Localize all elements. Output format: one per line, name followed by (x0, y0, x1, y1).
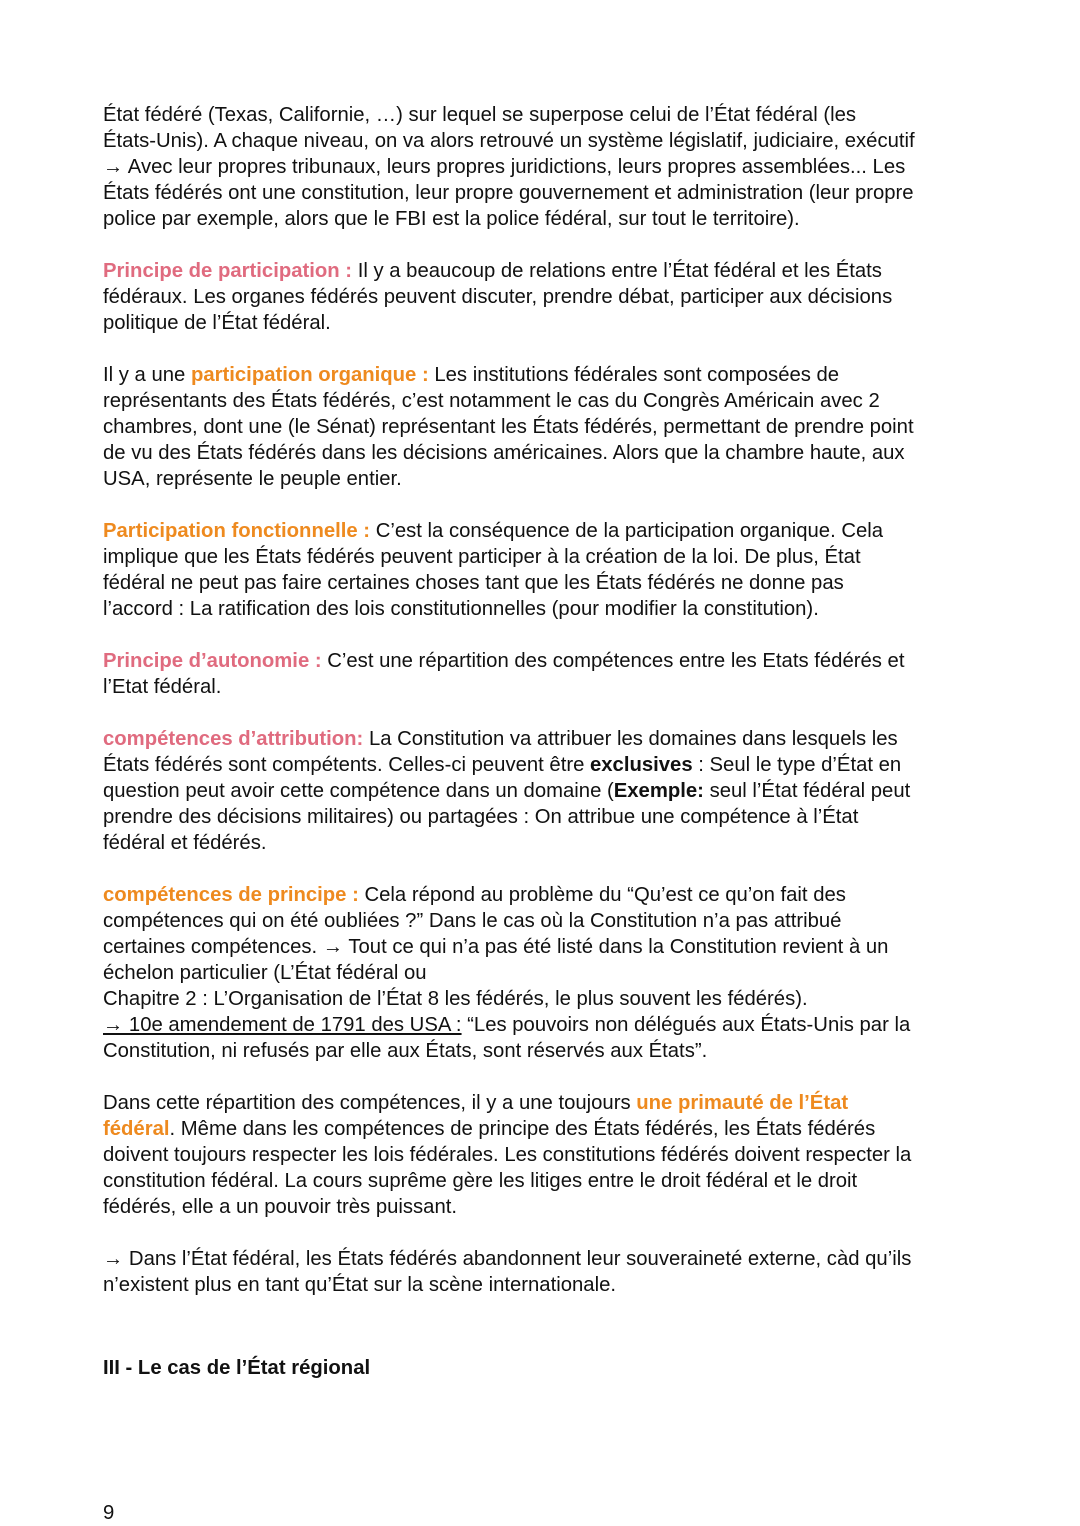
paragraph-participation (103, 258, 983, 336)
text-line: échelon particulier (L’État fédéral ou (103, 962, 427, 984)
text-line: États-Unis). A chaque niveau, on va alors retrouvé un système législatif, judiciaire, exécutif (103, 130, 915, 152)
text-line: politique de l’État fédéral. (103, 312, 331, 334)
term-principe-participation: Principe de participation : (103, 260, 353, 282)
term-participation-organique: participation organique : (190, 364, 429, 386)
text-line: “Les pouvoirs non délégués aux États-Unis par la (461, 1014, 911, 1036)
text-fragment: question peut avoir cette compétence dans un domaine ( (103, 780, 614, 802)
text-line: USA, représente le peuple entier. (103, 468, 402, 490)
text-line: Chapitre 2 : L’Organisation de l’État 8 les fédérés, le plus souvent les fédérés). (103, 988, 808, 1010)
text-fragment: États fédérés sont compétents. Celles-ci peuvent être (103, 754, 590, 776)
term-primaute-continued: fédéral (103, 1118, 170, 1140)
term-competences-attribution: compétences d’attribution: (103, 728, 364, 750)
paragraph-intro (103, 102, 983, 232)
term-exemple: Exemple: (613, 780, 704, 802)
paragraph-organique (103, 362, 983, 492)
text-line: représentants des États fédérés, c’est notamment le cas du Congrès Américain avec 2 (103, 390, 880, 412)
text-line: implique que les États fédérés peuvent participer à la création de la loi. De plus, État (103, 546, 861, 568)
paragraph-conclusion (103, 1246, 983, 1298)
term-competences-principe: compétences de principe : (103, 884, 359, 906)
paragraph-fonctionnelle (103, 518, 983, 622)
text-line: La Constitution va attribuer les domaines dans lesquels les (363, 728, 898, 750)
text-line: constitution fédéral. La cours suprême gère les litiges entre le droit fédéral et le droit (103, 1170, 858, 1192)
text-line: C’est la conséquence de la participation organique. Cela (370, 520, 884, 542)
text-line: Cela répond au problème du “Qu’est ce qu’on fait des (358, 884, 846, 906)
text-line: Il y a beaucoup de relations entre l’État fédéral et les États (352, 260, 882, 282)
text-line: chambres, dont une (le Sénat) représentant les États fédérés, permettant de prendre point (103, 416, 914, 438)
text-line: → Avec leur propres tribunaux, leurs propres juridictions, leurs propres assemblées... Les (103, 156, 906, 178)
text-fragment: Il y a une (103, 364, 191, 386)
text-line: Constitution, ni refusés par elle aux États, sont réservés aux États”. (103, 1040, 708, 1062)
paragraph-autonomie (103, 648, 983, 700)
text-line: fédéraux. Les organes fédérés peuvent discuter, prendre débat, participer aux décisions (103, 286, 893, 308)
paragraph-principe (103, 882, 983, 1064)
text-line: doivent toujours respecter les lois fédérales. Les constitutions fédérés doivent respecter la (103, 1144, 912, 1166)
text-line: l’accord : La ratification des lois constitutionnelles (pour modifier la constitution). (103, 598, 819, 620)
text-line: prendre des décisions militaires) ou partagées : On attribue une compétence à l’État (103, 806, 859, 828)
paragraph-attribution (103, 726, 983, 856)
term-principe-autonomie: Principe d’autonomie : (103, 650, 322, 672)
text-line: → Dans l’État fédéral, les États fédérés abandonnent leur souveraineté externe, càd qu’ils (103, 1248, 912, 1270)
paragraph-primaute (103, 1090, 983, 1220)
text-line: police par exemple, alors que le FBI est la police fédéral, sur tout le territoire). (103, 208, 800, 230)
text-line: Les institutions fédérales sont composées de (428, 364, 840, 386)
term-exclusives: exclusives (590, 754, 693, 776)
text-line: État fédéré (Texas, Californie, …) sur lequel se superpose celui de l’État fédéral (les (103, 104, 857, 126)
document-body (103, 102, 983, 1324)
text-line: de vu des États fédérés dans les décisions américaines. Alors que la chambre haute, aux (103, 442, 905, 464)
text-line: n’existent plus en tant qu’État sur la scène internationale. (103, 1274, 616, 1296)
text-line: l’Etat fédéral. (103, 676, 222, 698)
text-line: fédéral et fédérés. (103, 832, 267, 854)
page-number: 9 (103, 1502, 115, 1524)
section-heading: III - Le cas de l’État régional (103, 1357, 371, 1379)
text-line: . Même dans les compétences de principe des États fédérés, les États fédérés (169, 1118, 876, 1140)
text-line: certaines compétences. → Tout ce qui n’a pas été listé dans la Constitution revient à un (103, 936, 889, 958)
text-line: États fédérés ont une constitution, leur propre gouvernement et administration (leur propre (103, 182, 914, 204)
text-line: C’est une répartition des compétences entre les Etats fédérés et (321, 650, 905, 672)
text-line: compétences qui on été oubliées ?” Dans le cas où la Constitution n’a pas attribué (103, 910, 842, 932)
text-fragment: : Seul le type d’État en (692, 754, 902, 776)
text-fragment: Dans cette répartition des compétences, il y a une toujours (103, 1092, 637, 1114)
term-primaute: une primauté de l’État (636, 1092, 849, 1114)
text-line: fédérés, elle a un pouvoir très puissant. (103, 1196, 458, 1218)
term-participation-fonctionnelle: Participation fonctionnelle : (103, 520, 371, 542)
amendment-reference: → 10e amendement de 1791 des USA : (103, 1014, 462, 1036)
text-line: fédéral ne peut pas faire certaines choses tant que les États fédérés ne donne pas (103, 572, 844, 594)
text-fragment: seul l’État fédéral peut (703, 780, 911, 802)
